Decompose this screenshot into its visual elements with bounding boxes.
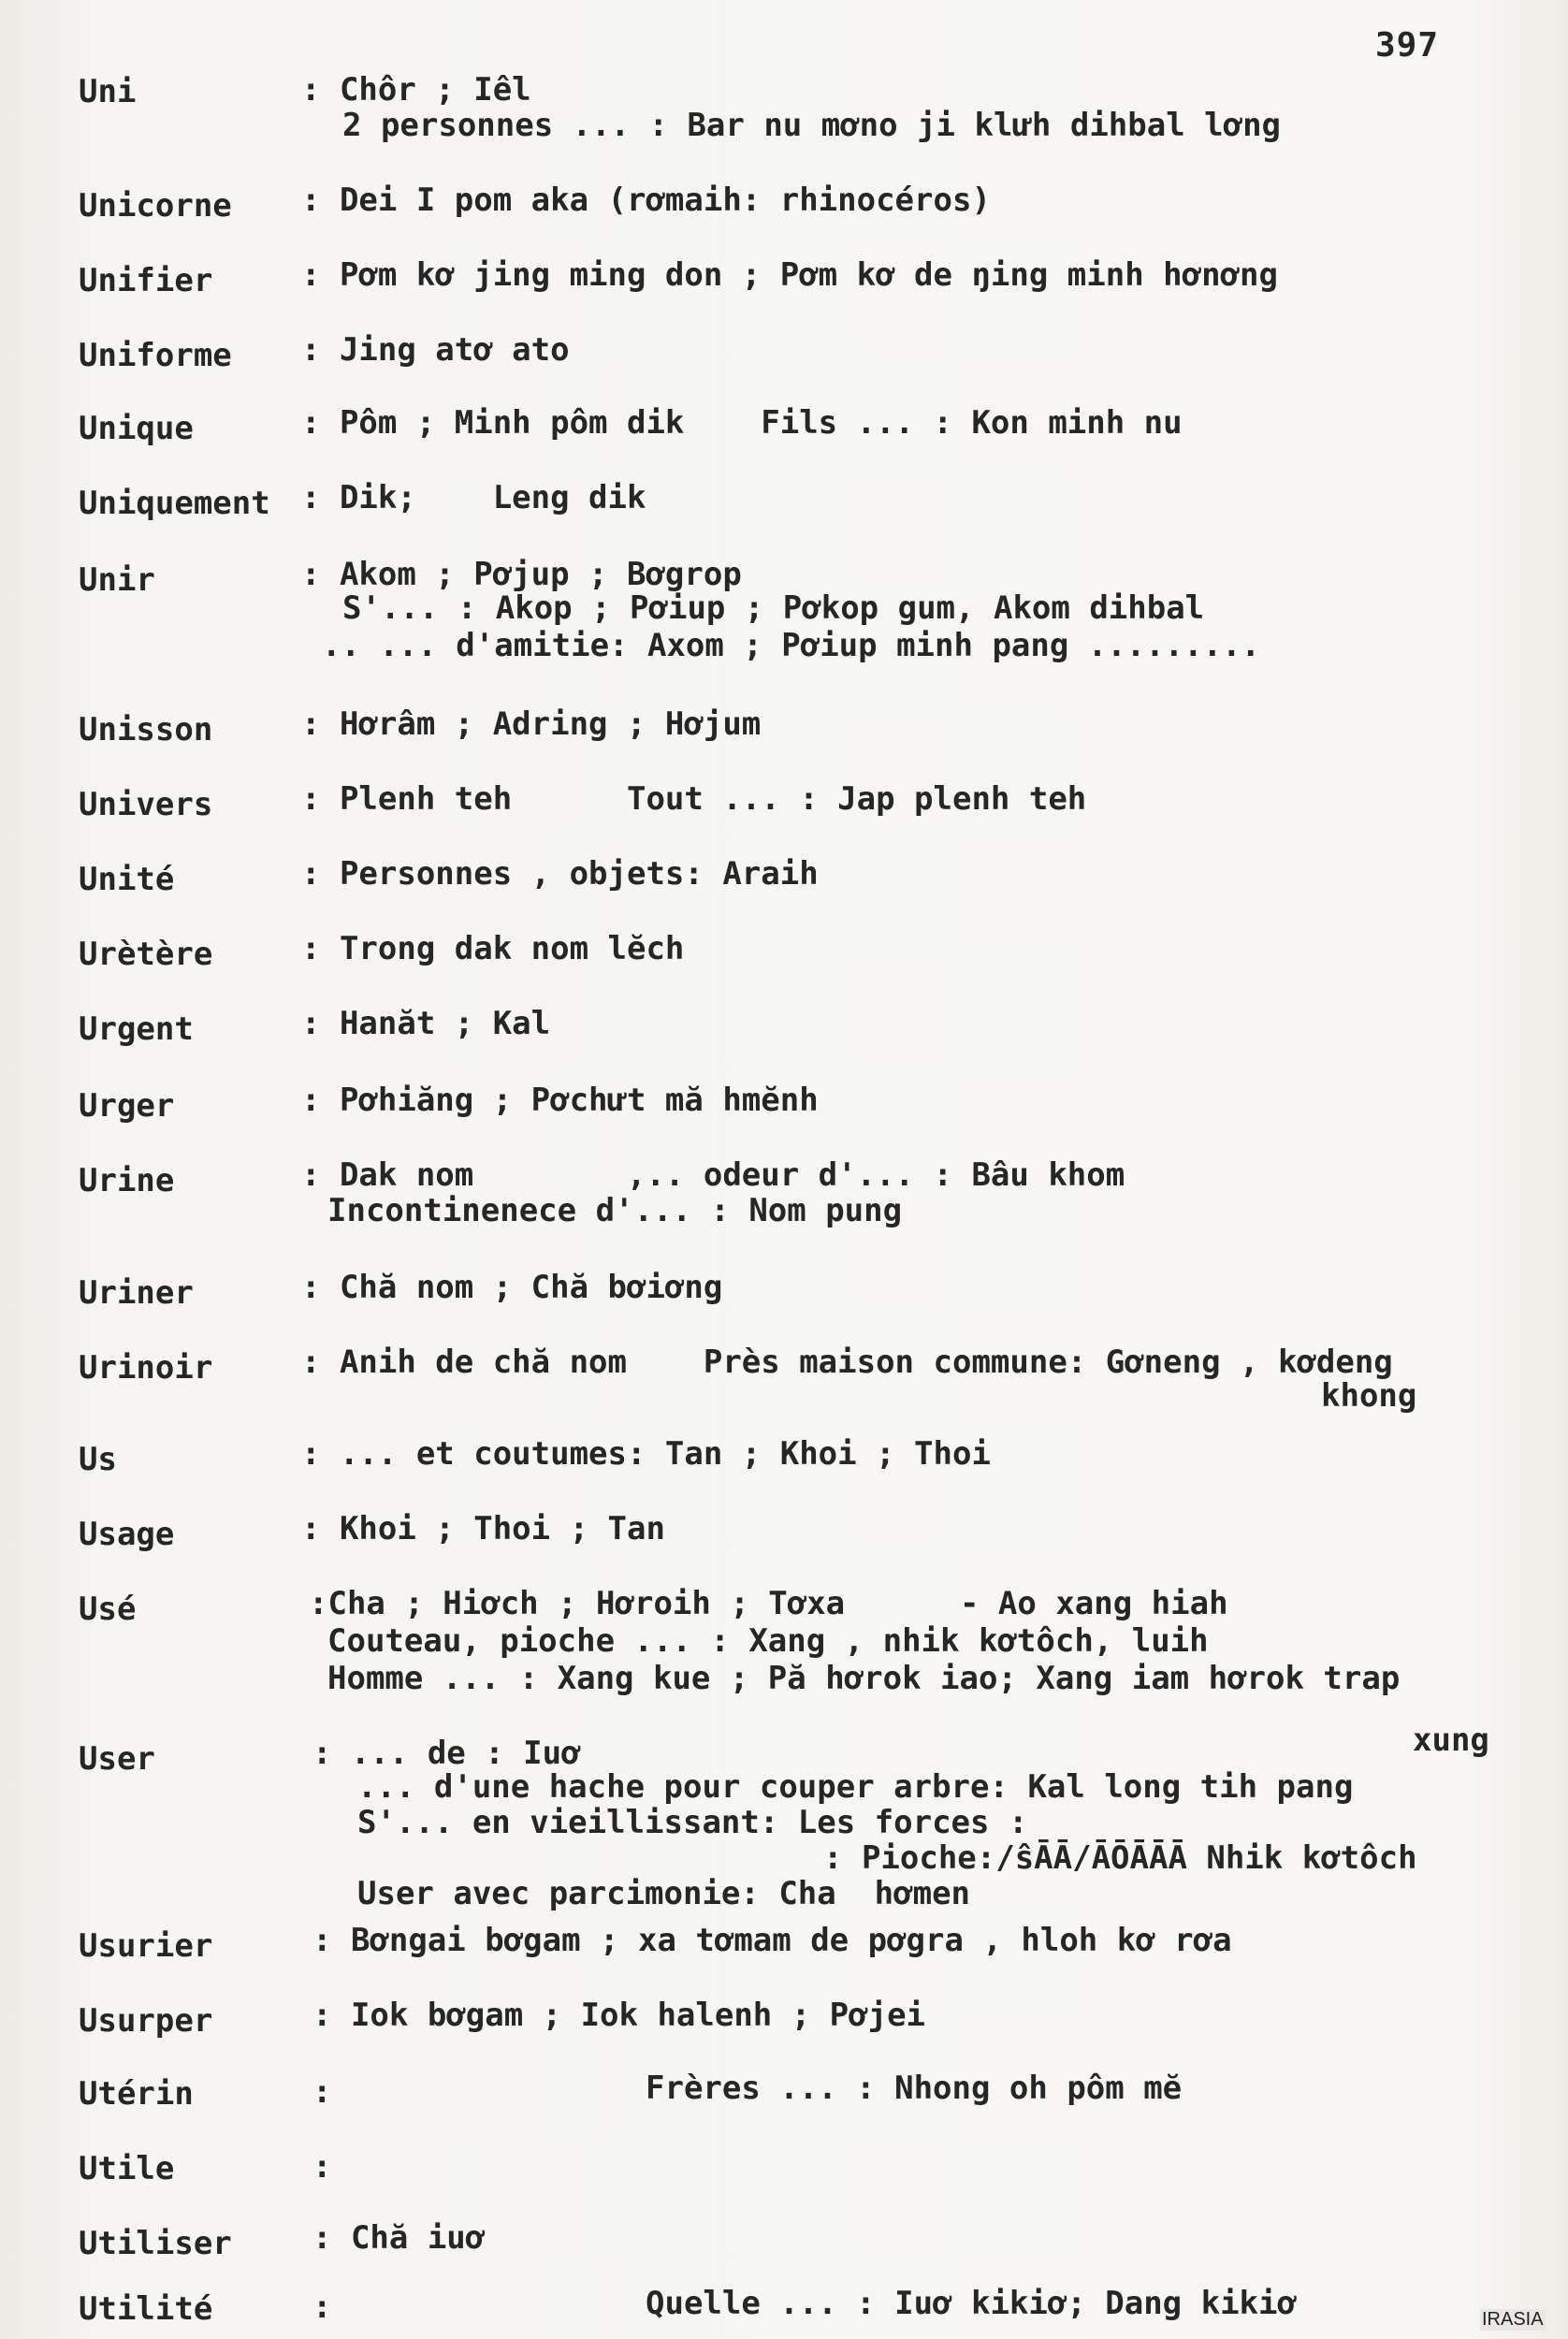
definition-line: : Pôm ; Minh pôm dik Fils ... : Kon minh nu (301, 404, 1183, 442)
headword: User (79, 1740, 155, 1778)
definition-line: : Anih de chă nom Près maison commune: Gơneng , kơdeng (301, 1344, 1393, 1381)
definition-line: : Khoi ; Thoi ; Tan (301, 1510, 665, 1547)
definition-line: : Jing atơ ato (301, 331, 570, 369)
definition-line: : Chă nom ; Chă bơiơng (301, 1269, 723, 1306)
headword: Utiliser (79, 2225, 232, 2262)
definition-line: : Pơm kơ jing ming don ; Pơm kơ de ŋing minh hơnơng (301, 256, 1278, 294)
headword: Urètère (79, 936, 213, 973)
definition-line: khong (1321, 1377, 1417, 1415)
definition-line: :Cha ; Hiơch ; Hơroih ; Tơxa - Ao xang hiah (309, 1585, 1228, 1622)
headword: Uniquement (79, 485, 270, 522)
definition-line: : (312, 2073, 332, 2111)
definition-line: : Dak nom ,.. odeur d'... : Bâu khom (301, 1156, 1125, 1194)
definition-line: : Chă iuơ (312, 2219, 486, 2257)
watermark: IRASIA (1482, 2309, 1544, 2330)
headword: Urine (79, 1162, 175, 1199)
definition-line: : (312, 2148, 332, 2186)
headword: Uni (79, 73, 137, 110)
definition-line: : Hanăt ; Kal (301, 1005, 551, 1042)
headword: Unifier (79, 262, 213, 299)
headword: Unicorne (79, 187, 232, 225)
headword: Urinoir (79, 1349, 213, 1387)
definition-line: : Dei I pom aka (rơmaih: rhinocéros) (301, 182, 991, 219)
headword: Utilité (79, 2290, 213, 2328)
definition-line: S'... en vieillissant: Les forces : (357, 1804, 1028, 1841)
definition-line: xung (1413, 1722, 1489, 1759)
definition-line: : Plenh teh Tout ... : Jap plenh teh (301, 780, 1087, 818)
definition-line: Incontinenece d'... : Nom pung (327, 1192, 903, 1229)
headword: Univers (79, 786, 213, 823)
definition-line: Homme ... : Xang kue ; Pă hơrok iao; Xang iam hơrok trap (327, 1660, 1401, 1697)
definition-line: : ... et coutumes: Tan ; Khoi ; Thoi (301, 1435, 991, 1473)
headword: Utérin (79, 2075, 194, 2113)
headword: Utile (79, 2150, 175, 2187)
definition-line: : Hơrâm ; Adring ; Hơjum (301, 705, 762, 743)
definition-line: : Bơngai bơgam ; xa tơmam de pơgra , hloh kơ rơa (312, 1922, 1232, 1959)
definition-line: : Dik; Leng dik (301, 479, 646, 516)
headword: Usurper (79, 2002, 213, 2040)
headword: Uniforme (79, 337, 232, 374)
definition-line: : (312, 2288, 332, 2326)
definition-line: : Pơhiăng ; Pơchưt mă hmĕnh (301, 1082, 819, 1119)
definition-line: : Personnes , objets: Araih (301, 855, 819, 893)
definition-line: : ... de : Iuơ (312, 1735, 581, 1772)
definition-line: : Trong dak nom lĕch (301, 930, 685, 967)
definition-line: : Iok bơgam ; Iok halenh ; Pơjei (312, 1997, 926, 2034)
definition-line: ... d'une hache pour couper arbre: Kal long tih pang (357, 1768, 1354, 1806)
definition-line: : Akom ; Pơjup ; Bơgrop (301, 556, 742, 593)
definition-line: Frères ... : Nhong oh pôm mĕ (646, 2070, 1183, 2107)
headword: Usé (79, 1591, 137, 1628)
definition-line: : Chôr ; Iêl (301, 71, 531, 109)
headword: Us (79, 1441, 117, 1478)
headword: Unité (79, 861, 175, 898)
headword: Usage (79, 1516, 175, 1553)
headword: Unique (79, 410, 194, 447)
definition-line: Quelle ... : Iuơ kikiơ; Dang kikiơ (646, 2285, 1297, 2322)
definition-line: Couteau, pioche ... : Xang , nhik kơtôch, luih (327, 1622, 1209, 1660)
headword: Urger (79, 1087, 175, 1125)
definition-line: User avec parcimonie: Cha hơmen (357, 1875, 971, 1912)
page-number: 397 (1375, 26, 1440, 65)
definition-line: .. ... d'amitie: Axom ; Pơiup minh pang ......... (322, 627, 1261, 664)
definition-line: : Pioche:/ŝĀĀ/ĀŌĀĀĀ Nhik kơtôch (823, 1839, 1417, 1877)
headword: Usurier (79, 1927, 213, 1965)
headword: Unir (79, 561, 155, 599)
definition-line: S'... : Akop ; Pơiup ; Pơkop gum, Akom dihbal (342, 589, 1205, 627)
headword: Uriner (79, 1274, 194, 1312)
headword: Unisson (79, 711, 213, 748)
headword: Urgent (79, 1010, 194, 1048)
definition-line: 2 personnes ... : Bar nu mơno ji klưh dihbal lơng (342, 107, 1282, 144)
